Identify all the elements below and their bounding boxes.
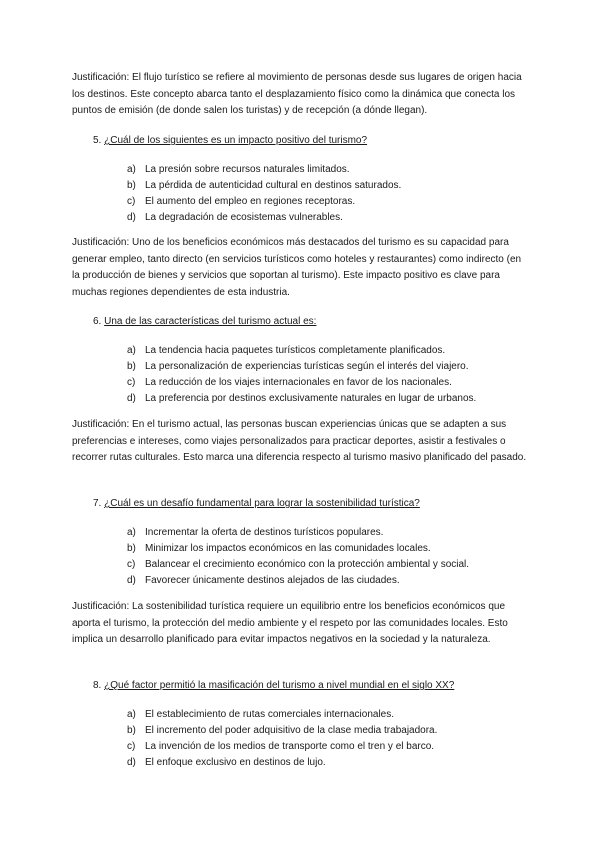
option-text: Incrementar la oferta de destinos turísticos populares. xyxy=(145,527,384,538)
option-letter: c) xyxy=(127,741,136,752)
option-text: La personalización de experiencias turísticas según el interés del viajero. xyxy=(145,361,469,372)
option-letter: a) xyxy=(127,345,136,356)
option-letter: a) xyxy=(127,709,136,720)
option-6c xyxy=(127,375,547,391)
question-6 xyxy=(93,314,533,330)
option-7a xyxy=(127,525,547,541)
option-text: La pérdida de autenticidad cultural en destinos saturados. xyxy=(145,180,402,191)
justification-6: Justificación: En el turismo actual, las personas buscan experiencias únicas que se adapten a sus preferencias e intereses, como viajes personalizados para practicar deportes, asistir a festivales o recorrer rutas culturales. Esto marca una diferencia respecto al turismo masivo planificado del pasado. xyxy=(72,419,527,463)
option-letter: b) xyxy=(127,543,136,554)
option-letter: d) xyxy=(127,757,136,768)
justification-5: Justificación: Uno de los beneficios económicos más destacados del turismo es su capacidad para generar empleo, tanto directo (en servicios turísticos como hoteles y restaurantes) como indirecto (en la producción de bienes y servicios que soportan al turismo). Este impacto positivo es clave para muchas regiones dependientes de esta industria. xyxy=(72,237,522,298)
question-number: 5. xyxy=(93,135,102,146)
option-5d xyxy=(127,210,547,226)
option-letter: d) xyxy=(127,212,136,223)
option-6a xyxy=(127,343,547,359)
option-letter: d) xyxy=(127,575,136,586)
option-text: El establecimiento de rutas comerciales internacionales. xyxy=(145,709,395,720)
option-5a xyxy=(127,162,547,178)
justification-7: Justificación: La sostenibilidad turística requiere un equilibrio entre los beneficios económicos que aporta el turismo, la protección del medio ambiente y el respeto por las comunidades locales. Esto implica un desarrollo planificado para evitar impactos negativos en la sociedad y la naturaleza. xyxy=(72,601,508,645)
option-text: El incremento del poder adquisitivo de la clase media trabajadora. xyxy=(145,725,438,736)
option-8b xyxy=(127,723,547,739)
question-text: ¿Qué factor permitió la masificación del turismo a nivel mundial en el siglo XX? xyxy=(104,680,455,691)
options-5 xyxy=(127,162,547,226)
option-7c xyxy=(127,557,547,573)
option-text: Minimizar los impactos económicos en las comunidades locales. xyxy=(145,543,431,554)
option-letter: c) xyxy=(127,196,136,207)
question-number: 6. xyxy=(93,316,102,327)
option-5b xyxy=(127,178,547,194)
question-7 xyxy=(93,496,533,512)
option-text: Balancear el crecimiento económico con la protección ambiental y social. xyxy=(145,559,470,570)
option-6d xyxy=(127,391,547,407)
question-text: ¿Cuál es un desafío fundamental para lograr la sostenibilidad turística? xyxy=(104,498,420,509)
option-text: La preferencia por destinos exclusivamente naturales en lugar de urbanos. xyxy=(145,393,477,404)
option-7b xyxy=(127,541,547,557)
option-text: La presión sobre recursos naturales limitados. xyxy=(145,164,350,175)
option-letter: d) xyxy=(127,393,136,404)
option-8d xyxy=(127,755,547,771)
option-text: El enfoque exclusivo en destinos de lujo. xyxy=(145,757,326,768)
justification-4: Justificación: El flujo turístico se refiere al movimiento de personas desde sus lugares de origen hacia los destinos. Este concepto abarca tanto el desplazamiento físico como la dinámica que conecta los puntos de emisión (de donde salen los turistas) y de recepción (a dónde llegan). xyxy=(72,72,522,116)
question-8 xyxy=(93,678,533,694)
option-text: El aumento del empleo en regiones receptoras. xyxy=(145,196,356,207)
option-letter: c) xyxy=(127,377,136,388)
option-text: La invención de los medios de transporte como el tren y el barco. xyxy=(145,741,435,752)
options-6 xyxy=(127,343,547,407)
question-number: 7. xyxy=(93,498,102,509)
options-8 xyxy=(127,707,547,771)
option-8a xyxy=(127,707,547,723)
option-letter: b) xyxy=(127,725,136,736)
option-text: Favorecer únicamente destinos alejados de las ciudades. xyxy=(145,575,400,586)
option-7d xyxy=(127,573,547,589)
option-letter: b) xyxy=(127,180,136,191)
option-letter: b) xyxy=(127,361,136,372)
option-8c xyxy=(127,739,547,755)
option-5c xyxy=(127,194,547,210)
option-text: La reducción de los viajes internacionales en favor de los nacionales. xyxy=(145,377,452,388)
option-letter: a) xyxy=(127,527,136,538)
option-text: La degradación de ecosistemas vulnerables. xyxy=(145,212,343,223)
question-number: 8. xyxy=(93,680,102,691)
options-7 xyxy=(127,525,547,589)
question-5 xyxy=(93,133,533,149)
option-text: La tendencia hacia paquetes turísticos completamente planificados. xyxy=(145,345,446,356)
option-letter: a) xyxy=(127,164,136,175)
question-text: Una de las características del turismo actual es: xyxy=(104,316,317,327)
option-letter: c) xyxy=(127,559,136,570)
question-text: ¿Cuál de los siguientes es un impacto positivo del turismo? xyxy=(104,135,368,146)
option-6b xyxy=(127,359,547,375)
